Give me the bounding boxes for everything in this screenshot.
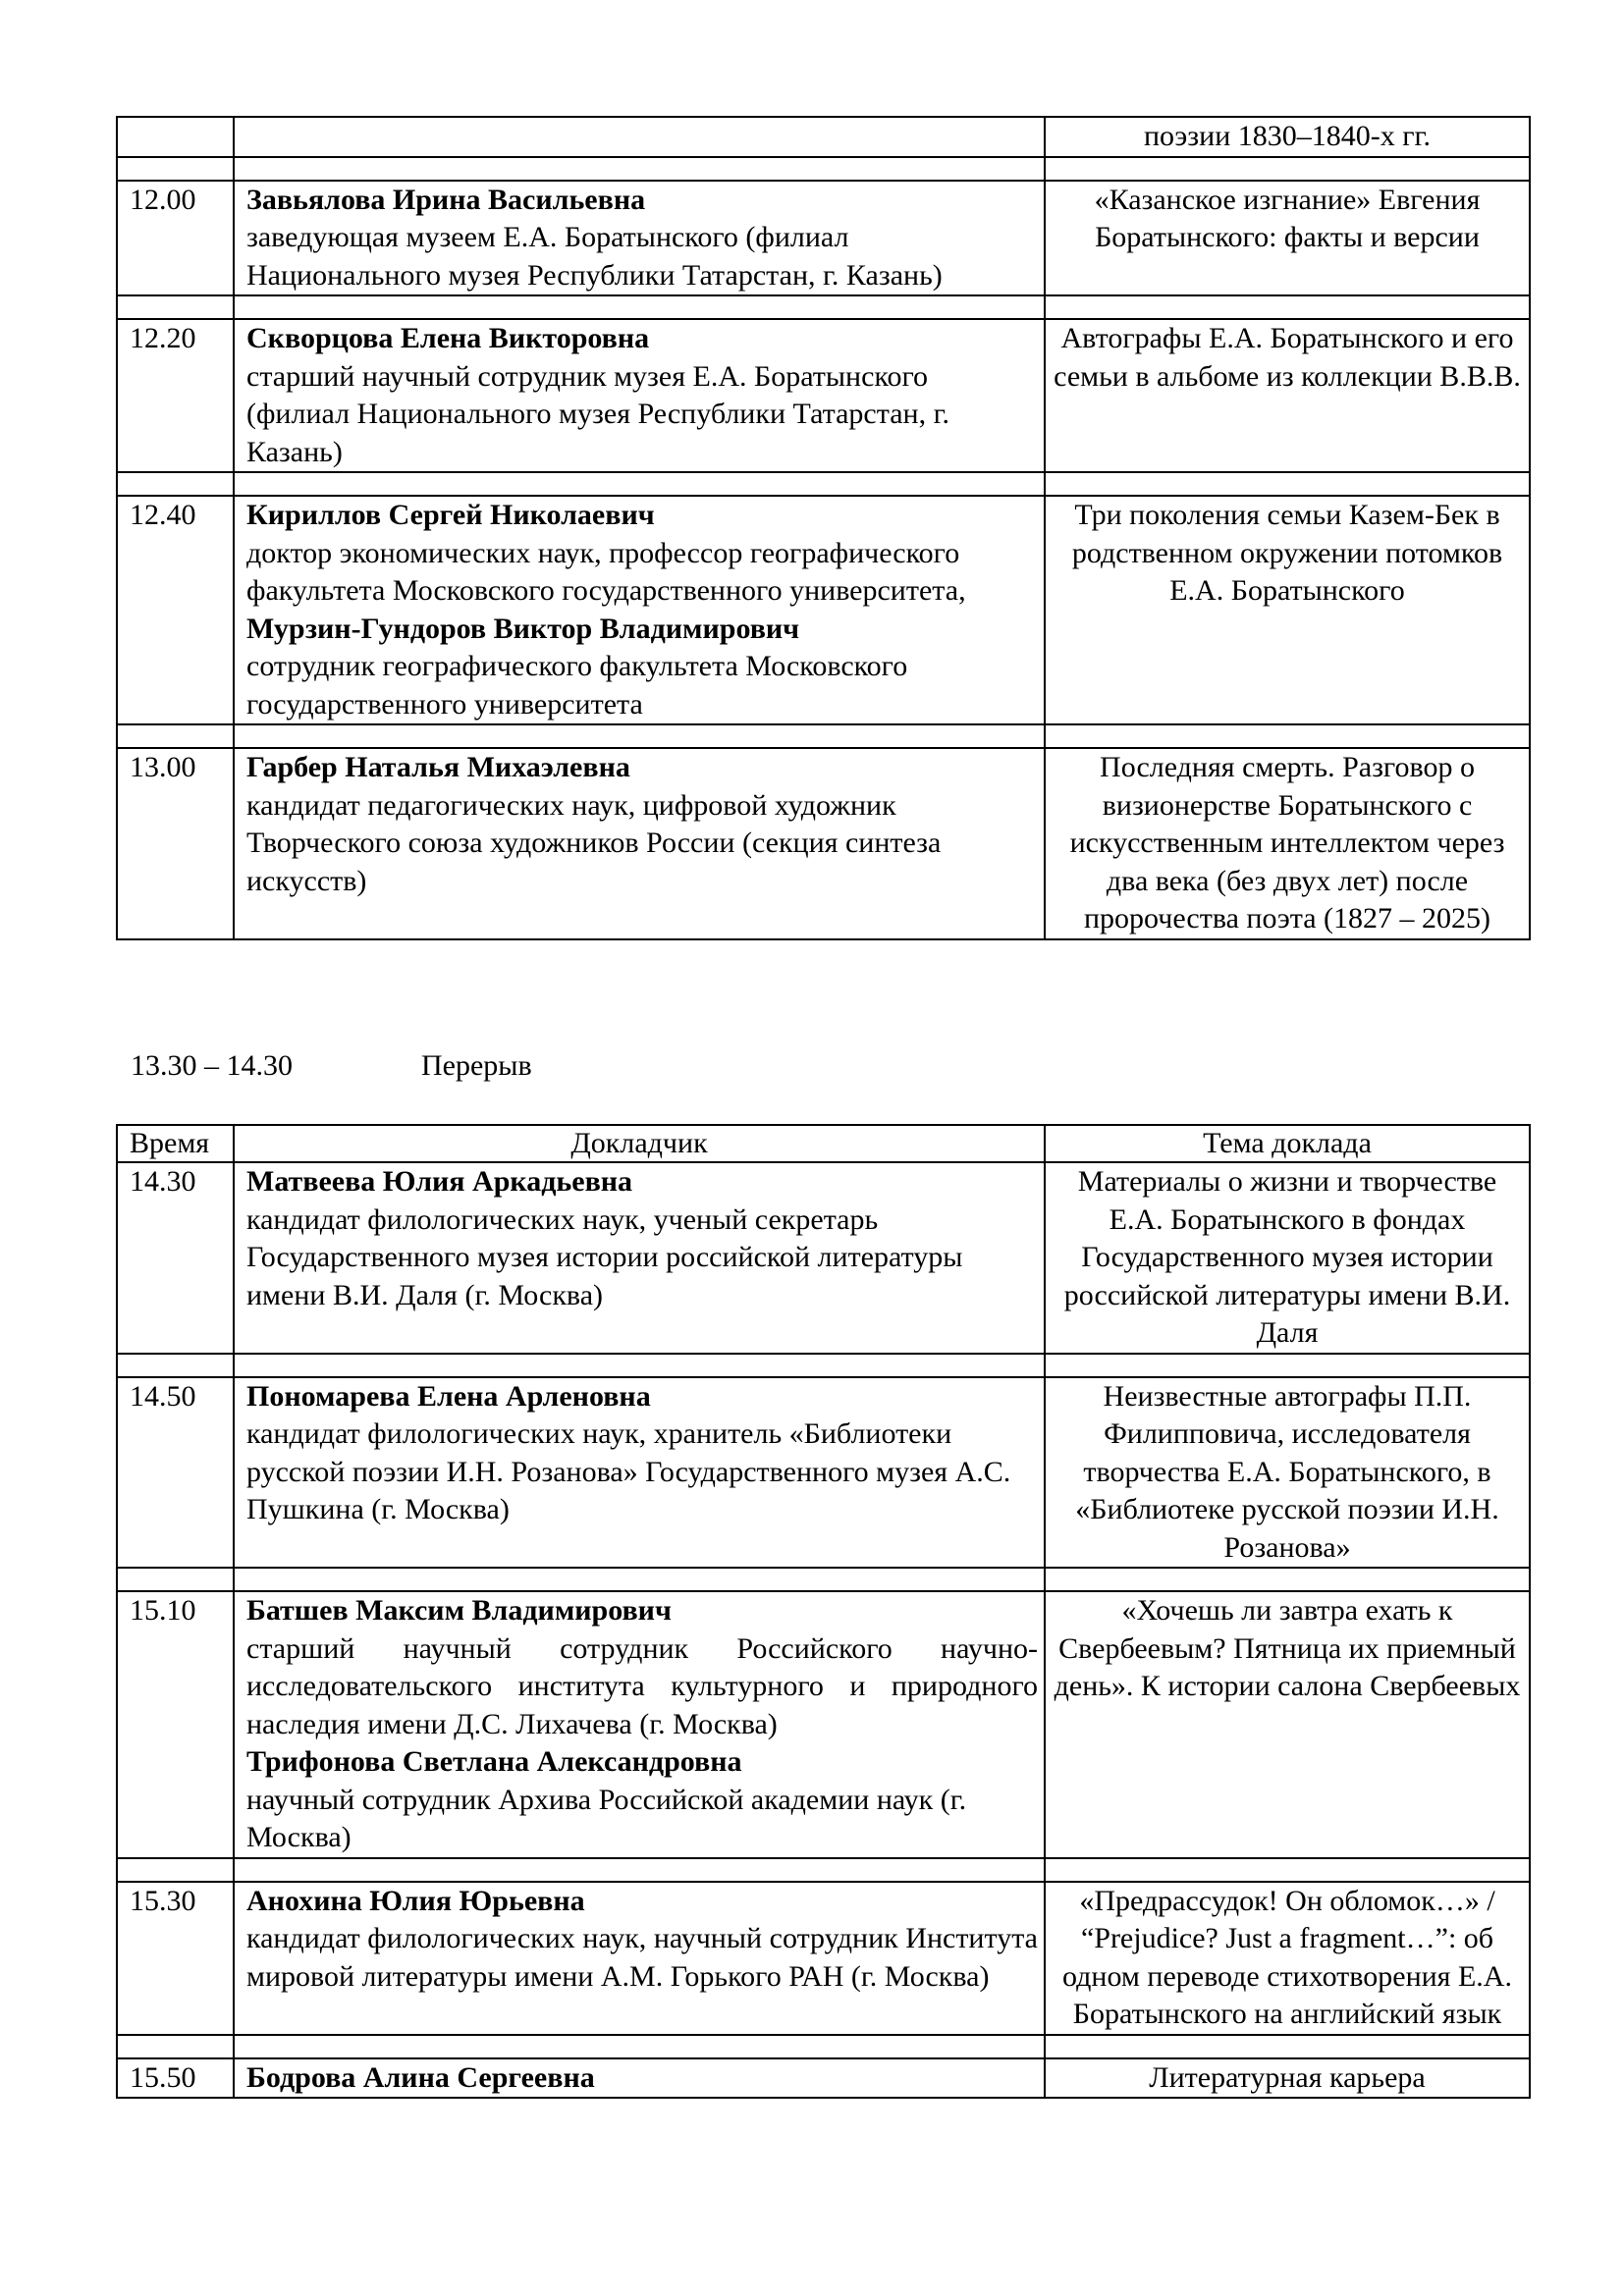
speaker-description: кандидат филологических наук, научный сотрудник Института мировой литературы имени А.М. Горького РАН (г. Москва): [246, 1922, 1038, 1993]
topic-cell: Материалы о жизни и творчестве Е.А. Боратынского в фондах Государственного музея истории российской литературы имени В.И. Даля: [1045, 1162, 1530, 1354]
time-cell: 12.00: [117, 181, 234, 296]
speaker-cell: [234, 748, 1045, 939]
table-row: [117, 117, 1530, 157]
speaker-cell: [234, 181, 1045, 296]
speaker-name: Завьялова Ирина Васильевна: [246, 183, 646, 216]
speaker-cell: [234, 1162, 1045, 1354]
speaker-name: Матвеева Юлия Аркадьевна: [246, 1165, 633, 1198]
speaker-description: старший научный сотрудник музея Е.А. Боратынского (филиал Национального музея Республики Татарстан, г. Казань): [246, 359, 949, 468]
table-row: [117, 319, 1530, 472]
spacer-row: [117, 1858, 1530, 1882]
topic-cell: Три поколения семьи Казем-Бек в родственном окружении потомков Е.А. Боратынского: [1045, 496, 1530, 724]
speaker-description: старший научный сотрудник Российского научно-исследовательского института культурного и природного наследия имени Д.С. Лихачева (г. Москва): [246, 1631, 1038, 1740]
header-time: Время: [117, 1125, 234, 1162]
speaker-description: заведующая музеем Е.А. Боратынского (филиал Национального музея Республики Татарстан, г. Казань): [246, 221, 943, 292]
topic-cell: «Предрассудок! Он обломок…» / “Prejudice? Just a fragment…”: об одном переводе стихотворения Е.А. Боратынского на английский язык: [1045, 1882, 1530, 2035]
header-row: [117, 1125, 1530, 1162]
time-cell: 15.50: [117, 2058, 234, 2099]
speaker-name: Кириллов Сергей Николаевич: [246, 499, 655, 531]
break-label: Перерыв: [421, 1049, 532, 1082]
header-topic: Тема доклада: [1045, 1125, 1530, 1162]
speaker-description: научный сотрудник Архива Российской академии наук (г. Москва): [246, 1783, 967, 1853]
speaker-description: кандидат филологических наук, хранитель «Библиотеки русской поэзии И.Н. Розанова» Государственного музея А.С. Пушкина (г. Москва): [246, 1417, 1011, 1525]
speaker-name: Гарбер Наталья Михаэлевна: [246, 751, 630, 783]
program-table-morning: [116, 116, 1531, 940]
speaker-cell: [234, 319, 1045, 472]
topic-cell: Неизвестные автографы П.П. Филипповича, исследователя творчества Е.А. Боратынского, в «Библиотеке русской поэзии И.Н. Розанова»: [1045, 1377, 1530, 1569]
speaker-name: Бодрова Алина Сергеевна: [246, 2060, 595, 2094]
topic-cell: «Казанское изгнание» Евгения Боратынского: факты и версии: [1045, 181, 1530, 296]
speaker-cell: [234, 1882, 1045, 2035]
time-cell: 14.30: [117, 1162, 234, 1354]
speaker-name: Трифонова Светлана Александровна: [246, 1745, 742, 1778]
spacer-row: [117, 724, 1530, 748]
speaker-description: кандидат филологических наук, ученый секретарь Государственного музея истории российской литературы имени В.И. Даля (г. Москва): [246, 1202, 963, 1311]
speaker-name: Батшев Максим Владимирович: [246, 1594, 672, 1627]
spacer-row: [117, 1568, 1530, 1591]
time-cell: [117, 117, 234, 157]
speaker-cell: [234, 2058, 1045, 2099]
topic-cell: Последняя смерть. Разговор о визионерстве Боратынского с искусственным интеллектом через два века (без двух лет) после пророчества поэта (1827 – 2025): [1045, 748, 1530, 939]
table-row: [117, 1591, 1530, 1858]
speaker-name: Пономарева Елена Арленовна: [246, 1379, 651, 1413]
topic-cell: поэзии 1830–1840-х гг.: [1045, 117, 1530, 157]
program-table-afternoon: [116, 1124, 1531, 2099]
speaker-cell: [234, 117, 1045, 157]
spacer-row: [117, 2035, 1530, 2058]
speaker-name: Скворцова Елена Викторовна: [246, 322, 650, 354]
speaker-description: доктор экономических наук, профессор географического факультета Московского государственного университета,: [246, 536, 966, 607]
table-row: [117, 496, 1530, 724]
spacer-row: [117, 295, 1530, 319]
time-cell: 12.40: [117, 496, 234, 724]
speaker-name: Анохина Юлия Юрьевна: [246, 1884, 585, 1917]
time-cell: 14.50: [117, 1377, 234, 1569]
speaker-description: кандидат педагогических наук, цифровой художник Творческого союза художников России (секция синтеза искусств): [246, 788, 942, 897]
time-cell: 15.30: [117, 1882, 234, 2035]
table-row: [117, 748, 1530, 939]
topic-cell: Литературная карьера: [1045, 2058, 1530, 2099]
table-row: [117, 1162, 1530, 1354]
time-cell: 15.10: [117, 1591, 234, 1858]
spacer-row: [117, 1354, 1530, 1377]
topic-cell: «Хочешь ли завтра ехать к Свербеевым? Пятница их приемный день». К истории салона Свербеевых: [1045, 1591, 1530, 1858]
time-cell: 13.00: [117, 748, 234, 939]
table-row: [117, 1377, 1530, 1569]
topic-cell: Автографы Е.А. Боратынского и его семьи в альбоме из коллекции В.В.В.: [1045, 319, 1530, 472]
header-speaker: Докладчик: [234, 1125, 1045, 1162]
speaker-name: Мурзин-Гундоров Виктор Владимирович: [246, 612, 800, 645]
speaker-description: сотрудник географического факультета Московского государственного университета: [246, 650, 908, 721]
speaker-cell: [234, 1591, 1045, 1858]
table-row: [117, 181, 1530, 296]
spacer-row: [117, 157, 1530, 181]
speaker-cell: [234, 1377, 1045, 1569]
table-row: [117, 1882, 1530, 2035]
speaker-cell: [234, 496, 1045, 724]
table-row: [117, 2058, 1530, 2099]
break-time: 13.30 – 14.30: [131, 1049, 293, 1082]
spacer-row: [117, 472, 1530, 496]
time-cell: 12.20: [117, 319, 234, 472]
